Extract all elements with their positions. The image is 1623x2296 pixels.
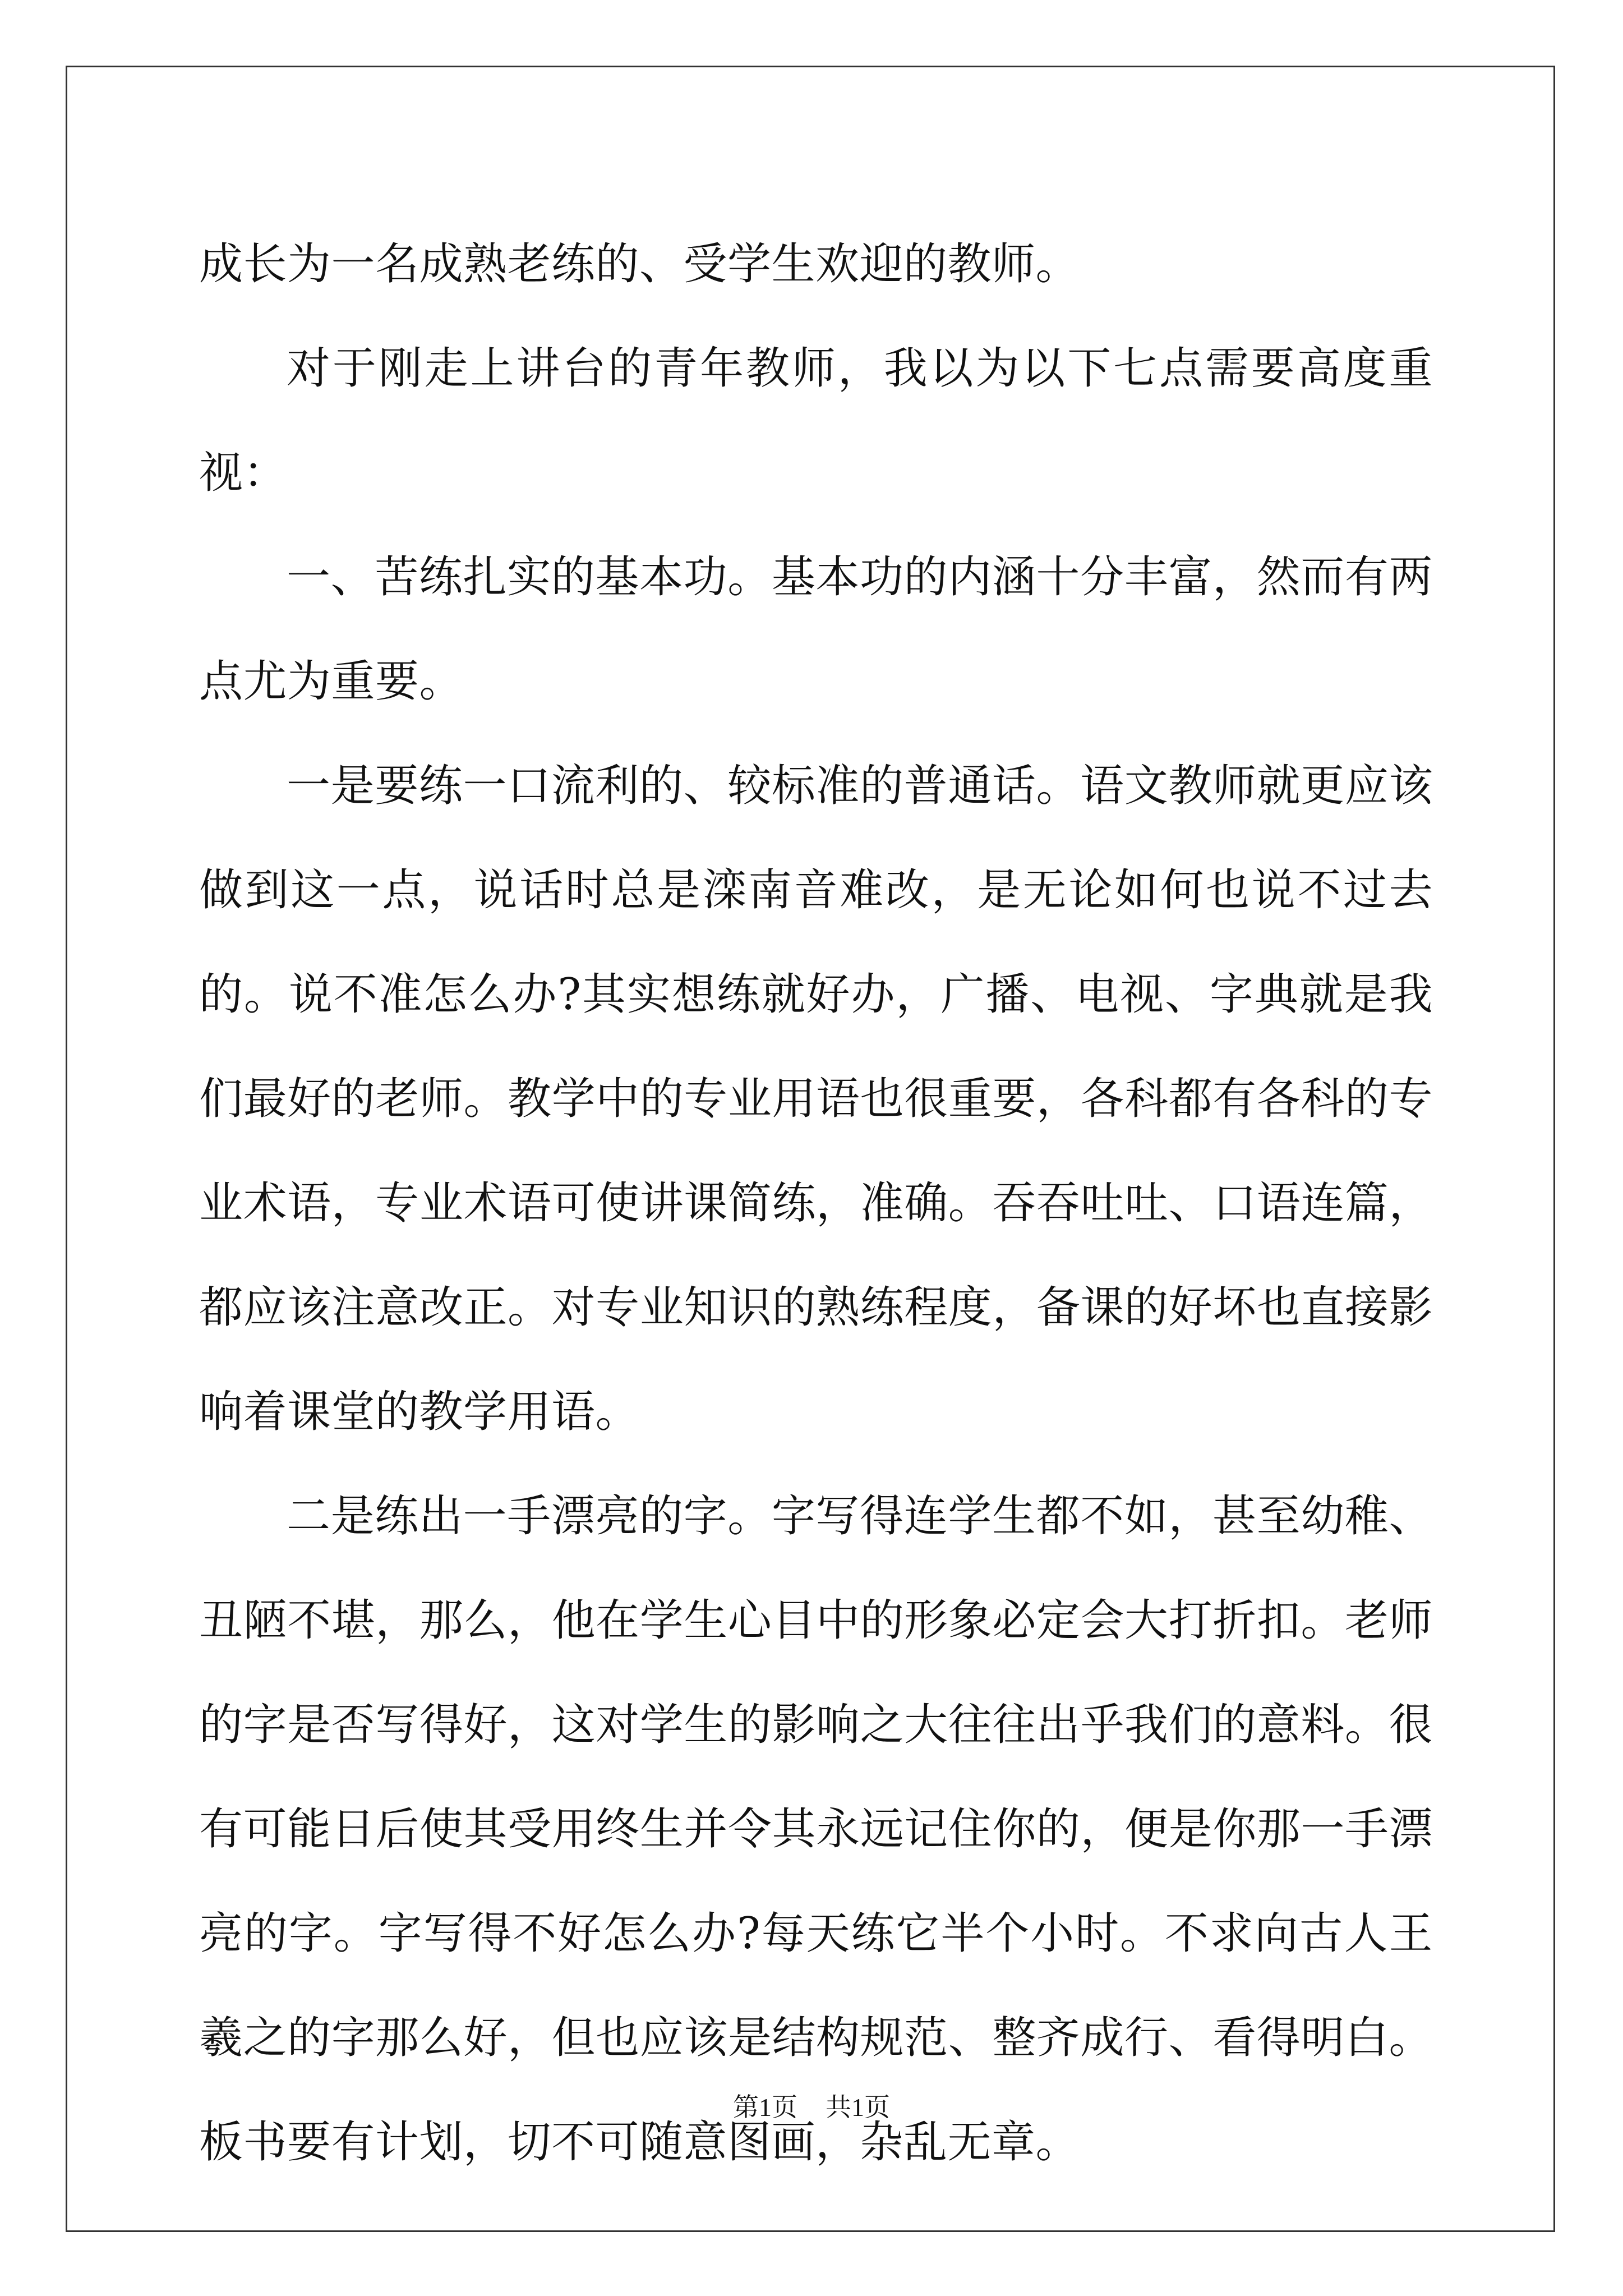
page-number-current: 第1页 [733, 2093, 797, 2122]
paragraph-5: 二是练出一手漂亮的字。字写得连学生都不如，甚至幼稚、丑陋不堪，那么，他在学生心目中的形象必定会大打折扣。老师的字是否写得好，这对学生的影响之大往往出乎我们的意料。很有可能日后使其受用终生并令其永远记住你的，便是你那一手漂亮的字。字写得不好怎么办?每天练它半个小时。不求向古人王羲之的字那么好，但也应该是结构规范、整齐成行、看得明白。板书要有计划，切不可随意图画，杂乱无章。 [199, 1491, 1433, 2168]
paragraph-1: 成长为一名成熟老练的、受学生欢迎的教师。 [199, 239, 1080, 289]
page-footer [0, 2091, 1623, 2124]
paragraph-4: 一是要练一口流利的、较标准的普通话。语文教师就更应该做到这一点，说话时总是滦南音难改，是无论如何也说不过去的。说不准怎么办?其实想练就好办，广播、电视、字典就是我们最好的老师。教学中的专业用语也很重要，各科都有各科的专业术语，专业术语可使讲课简练，准确。吞吞吐吐、口语连篇，都应该注意改正。对专业知识的熟练程度，备课的好坏也直接影响着课堂的教学用语。 [199, 761, 1433, 1437]
document-body [199, 212, 1433, 2194]
paragraph-2: 对于刚走上讲台的青年教师，我以为以下七点需要高度重视： [199, 343, 1433, 498]
paragraph-3: 一、苦练扎实的基本功。基本功的内涵十分丰富，然而有两点尤为重要。 [199, 552, 1433, 707]
page-number-total: 共1页 [826, 2093, 890, 2122]
